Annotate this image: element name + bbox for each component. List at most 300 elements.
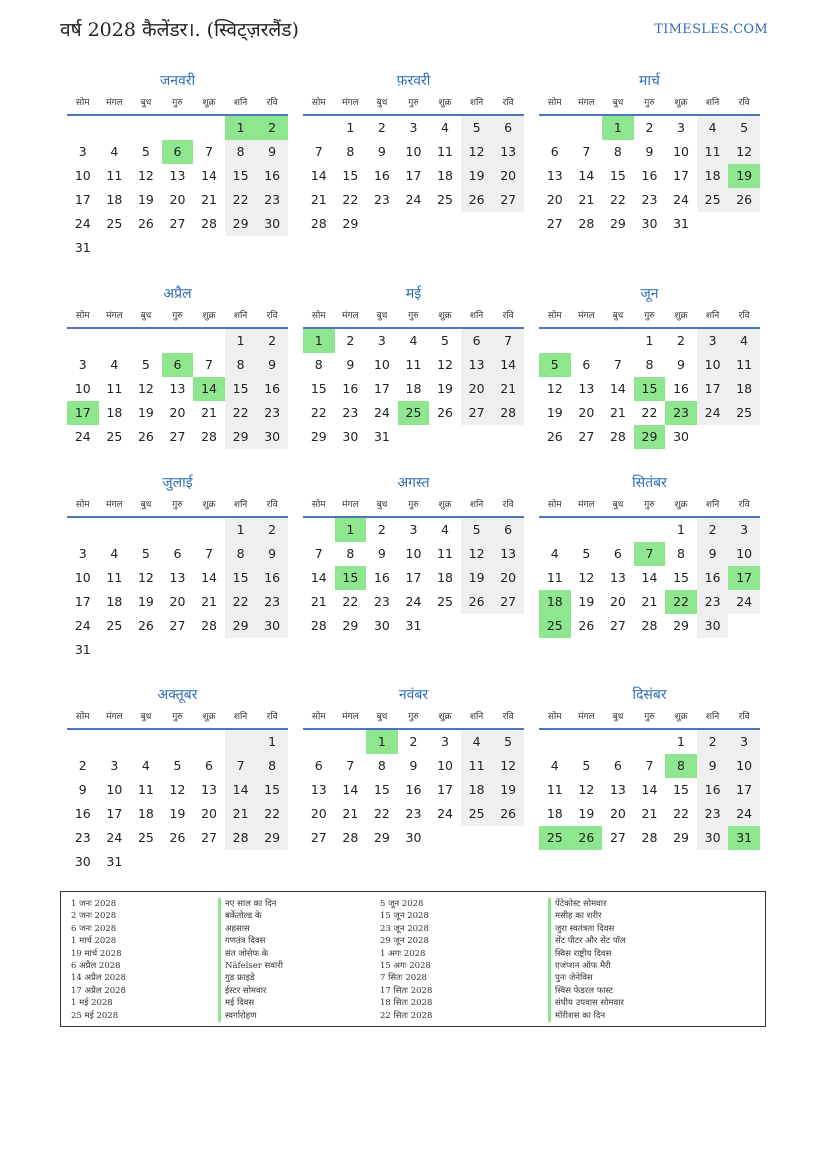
empty-cell [697,425,729,449]
month-block [67,472,288,662]
day-cell: 30 [256,425,288,449]
day-cell: 11 [546,570,563,585]
day-cell: 19 [169,806,186,821]
day-cell: 9 [256,353,288,377]
day-cell: 5 [461,518,493,542]
empty-cell [461,425,493,449]
empty-cell [303,518,335,542]
day-cell: 4 [550,546,559,561]
empty-cell [67,329,99,353]
day-cell: 15 [225,377,257,401]
week-row [303,329,524,353]
month-name: अप्रैल [163,286,192,302]
day-cell: 25 [106,618,123,633]
day-cell: 4 [110,546,119,561]
week-row [539,542,760,566]
day-cell: 31 [673,216,689,231]
day-cell: 1 [335,518,367,542]
weekday-label: शनि [469,311,484,321]
day-cell: 25 [461,802,493,826]
empty-cell [99,236,131,260]
day-cell: 10 [405,546,422,561]
week-row [67,353,288,377]
week-row [539,614,760,638]
weekday-label: शनि [233,712,248,722]
day-cell: 11 [106,570,123,585]
empty-cell [728,614,760,638]
day-cell: 18 [546,806,563,821]
holiday-dates-col-2 [380,898,432,1022]
empty-cell [728,425,760,449]
day-cell: 9 [409,758,418,773]
day-cell: 28 [201,429,217,444]
month-name: अगस्त [397,475,430,491]
day-cell: 7 [346,758,355,773]
holiday-date: 18 सितः 2028 [380,998,433,1009]
week-row [303,614,524,638]
week-row [539,566,760,590]
holiday-name: गुड फ्राइडे [218,972,283,984]
day-cell: 23 [697,802,729,826]
empty-cell [634,730,666,754]
day-cell: 5 [141,357,150,372]
day-cell: 3 [409,120,418,135]
day-cell: 4 [441,522,449,537]
day-cell: 8 [645,357,654,372]
day-cell: 29 [673,830,689,845]
empty-cell [256,236,288,260]
empty-cell [571,116,603,140]
empty-cell [67,730,99,754]
empty-cell [225,850,257,874]
day-cell: 25 [437,594,453,609]
day-cell: 27 [169,618,186,633]
day-cell: 12 [578,782,595,797]
weekday-label: मंगल [342,311,359,321]
site-brand[interactable]: TIMESLES.COM [654,22,768,37]
weekday-label: बुध [140,500,152,510]
day-cell: 20 [492,164,524,188]
weekday-label: गुरु [172,311,183,321]
day-cell: 1 [225,116,257,140]
day-cell: 21 [578,192,595,207]
day-cell: 8 [225,542,257,566]
weekday-label: शुक्र [202,500,216,510]
day-cell: 16 [405,782,422,797]
month-name: जनवरी [159,73,196,89]
empty-cell [67,116,99,140]
day-cell: 8 [225,353,257,377]
empty-cell [193,116,225,140]
day-cell: 17 [728,778,760,802]
day-cell: 23 [256,401,288,425]
week-row [303,140,524,164]
day-cell: 22 [373,806,390,821]
day-cell: 19 [137,594,154,609]
day-cell: 7 [645,758,654,773]
weekday-label: मंगल [578,311,595,321]
day-cell: 25 [728,401,760,425]
empty-cell [99,730,131,754]
week-row [539,353,760,377]
day-cell: 2 [256,329,288,353]
day-cell: 19 [492,778,524,802]
day-cell: 22 [665,590,697,614]
day-cell: 16 [342,381,359,396]
day-cell: 11 [697,140,729,164]
holiday-names-col-1 [218,898,283,1022]
day-cell: 7 [205,357,213,372]
day-cell: 21 [641,594,658,609]
empty-cell [303,116,335,140]
empty-cell [571,329,603,353]
day-cell: 12 [578,570,595,585]
day-cell: 18 [106,405,123,420]
weekday-label: गुरु [408,712,419,722]
week-row [67,826,288,850]
holiday-date: 1 मार्च 2028 [71,936,117,947]
day-cell: 26 [492,802,524,826]
day-cell: 4 [697,116,729,140]
weekday-header [539,494,760,518]
day-cell: 18 [106,192,123,207]
day-cell: 24 [728,802,760,826]
weekday-label: गुरु [644,311,655,321]
holiday-name: संत जोसेफ के [218,948,283,960]
day-cell: 4 [461,730,493,754]
day-cell: 24 [437,806,453,821]
day-cell: 21 [201,594,217,609]
day-cell: 20 [201,806,217,821]
day-cell: 15 [256,778,288,802]
day-cell: 12 [546,381,563,396]
week-row [303,188,524,212]
day-cell: 23 [256,590,288,614]
day-cell: 29 [342,216,359,231]
day-cell: 29 [225,212,257,236]
week-row [67,377,288,401]
week-row [303,212,524,236]
empty-cell [492,425,524,449]
day-cell: 6 [162,353,194,377]
day-cell: 10 [405,144,422,159]
day-cell: 24 [405,594,422,609]
holiday-date: 6 जनः 2028 [71,923,117,934]
empty-cell [571,518,603,542]
holiday-name: एजंप्शन ऑफ मैरी [548,960,626,972]
day-cell: 22 [225,401,257,425]
day-cell: 1 [256,730,288,754]
day-cell: 3 [728,730,760,754]
day-cell: 31 [74,240,91,255]
holiday-dates-col-1 [71,898,126,1022]
empty-cell [602,518,634,542]
empty-cell [492,826,524,850]
weekday-label: मंगल [342,500,359,510]
day-cell: 11 [728,353,760,377]
day-cell: 10 [74,168,91,183]
day-cell: 1 [602,116,634,140]
weekday-label: बुध [612,311,624,321]
day-cell: 18 [461,778,493,802]
weekday-label: रवि [502,311,514,321]
empty-cell [162,329,194,353]
day-cell: 19 [461,164,493,188]
day-cell: 13 [461,353,493,377]
week-row [67,329,288,353]
week-row [539,401,760,425]
week-row [539,116,760,140]
day-cell: 5 [582,758,591,773]
month-block [539,684,760,850]
week-row [539,518,760,542]
day-cell: 26 [137,618,154,633]
day-cell: 17 [437,782,453,797]
day-cell: 26 [728,188,760,212]
week-row [303,518,524,542]
day-cell: 28 [641,618,658,633]
day-cell: 11 [405,357,422,372]
day-cell: 23 [641,192,658,207]
day-cell: 29 [256,826,288,850]
day-cell: 29 [373,830,390,845]
week-row [539,212,760,236]
day-cell: 7 [613,357,622,372]
day-cell: 15 [673,782,689,797]
day-cell: 6 [205,758,213,773]
empty-cell [429,212,461,236]
empty-cell [539,518,571,542]
day-cell: 11 [461,754,493,778]
day-cell: 7 [225,754,257,778]
holiday-date: 1 मई 2028 [71,998,113,1009]
weekday-label: बुध [140,712,152,722]
day-cell: 10 [728,754,760,778]
day-cell: 24 [74,216,91,231]
day-cell: 31 [74,642,91,657]
holiday-date: 7 सितः 2028 [380,973,427,984]
day-cell: 24 [106,830,123,845]
day-cell: 30 [641,216,658,231]
day-cell: 13 [578,381,595,396]
day-cell: 5 [582,546,591,561]
day-cell: 15 [310,381,327,396]
weekday-header [67,706,288,730]
empty-cell [366,212,398,236]
day-cell: 27 [546,216,563,231]
week-row [539,329,760,353]
day-cell: 24 [673,192,689,207]
weekday-label: शनि [705,712,720,722]
day-cell: 27 [609,618,626,633]
weekday-header [303,305,524,329]
day-cell: 8 [377,758,386,773]
weekday-label: मंगल [578,98,595,108]
day-cell: 28 [225,826,257,850]
month-block [303,70,524,236]
day-cell: 28 [641,830,658,845]
day-cell: 10 [74,381,91,396]
week-row [539,826,760,850]
weekday-header [539,305,760,329]
day-cell: 16 [697,566,729,590]
weekday-label: सोम [547,500,562,510]
holiday-name: मॉरीशस का दिन [548,1010,626,1022]
empty-cell [67,518,99,542]
day-cell: 13 [546,168,563,183]
day-cell: 21 [492,377,524,401]
weekday-header [67,92,288,116]
day-cell: 16 [373,570,390,585]
month-block [539,472,760,638]
day-cell: 16 [673,381,689,396]
day-cell: 30 [697,614,729,638]
empty-cell [461,614,493,638]
weekday-label: मंगल [578,500,595,510]
weekday-label: बुध [376,500,388,510]
weekday-label: शुक्र [438,712,452,722]
day-cell: 6 [582,357,591,372]
day-cell: 3 [78,357,87,372]
day-cell: 25 [539,826,571,850]
weekday-label: शुक्र [438,311,452,321]
day-cell: 4 [441,120,449,135]
week-row [67,638,288,662]
week-row [303,353,524,377]
day-cell: 20 [310,806,327,821]
weekday-label: रवि [738,98,750,108]
weekday-label: सोम [547,712,562,722]
day-cell: 12 [461,140,493,164]
day-cell: 19 [546,405,563,420]
day-cell: 27 [609,830,626,845]
empty-cell [571,730,603,754]
weekday-label: सोम [311,311,326,321]
day-cell: 2 [697,730,729,754]
day-cell: 10 [437,758,453,773]
day-cell: 8 [613,144,622,159]
day-cell: 16 [641,168,658,183]
day-cell: 1 [303,329,335,353]
day-cell: 6 [162,140,194,164]
day-cell: 4 [409,333,418,348]
weekday-label: गुरु [172,712,183,722]
day-cell: 11 [106,381,123,396]
day-cell: 8 [256,754,288,778]
day-cell: 6 [314,758,323,773]
week-row [67,212,288,236]
day-cell: 2 [377,522,386,537]
day-cell: 14 [342,782,359,797]
holiday-date: 1 अगः 2028 [380,948,426,959]
day-cell: 18 [539,590,571,614]
week-row [67,425,288,449]
day-cell: 2 [346,333,355,348]
day-cell: 24 [373,405,390,420]
day-cell: 20 [169,192,186,207]
holiday-name: बर्केतोल्ड के [218,910,283,922]
weekday-label: बुध [612,500,624,510]
day-cell: 30 [405,830,422,845]
weekday-label: शनि [233,311,248,321]
weekday-label: रवि [738,712,750,722]
empty-cell [429,425,461,449]
day-cell: 12 [728,140,760,164]
day-cell: 6 [550,144,559,159]
day-cell: 24 [405,192,422,207]
day-cell: 11 [437,144,453,159]
day-cell: 24 [74,618,91,633]
empty-cell [130,850,162,874]
day-cell: 9 [78,782,87,797]
week-row [539,425,760,449]
weekday-label: रवि [502,98,514,108]
day-cell: 18 [728,377,760,401]
empty-cell [492,212,524,236]
weekday-label: शुक्र [438,98,452,108]
empty-cell [193,850,225,874]
day-cell: 17 [728,566,760,590]
weekday-label: रवि [502,712,514,722]
day-cell: 14 [310,168,327,183]
day-cell: 5 [441,333,449,348]
day-cell: 27 [169,216,186,231]
day-cell: 28 [578,216,595,231]
day-cell: 14 [641,570,658,585]
day-cell: 2 [78,758,87,773]
day-cell: 6 [492,518,524,542]
week-row [67,850,288,874]
weekday-label: बुध [376,98,388,108]
day-cell: 10 [106,782,123,797]
weekday-label: सोम [75,311,90,321]
holiday-name: सेंट पीटर और सेंट पॉल [548,935,626,947]
day-cell: 6 [173,546,182,561]
day-cell: 19 [578,806,595,821]
holiday-date: 6 अप्रैल 2028 [71,960,121,971]
day-cell: 27 [310,830,327,845]
weekday-label: शनि [705,311,720,321]
empty-cell [697,212,729,236]
day-cell: 5 [461,116,493,140]
empty-cell [225,236,257,260]
day-cell: 14 [492,353,524,377]
day-cell: 19 [437,381,453,396]
day-cell: 30 [256,614,288,638]
day-cell: 27 [461,401,493,425]
day-cell: 25 [437,192,453,207]
weekday-label: शनि [705,98,720,108]
empty-cell [99,116,131,140]
day-cell: 22 [342,192,359,207]
weekday-label: गुरु [644,98,655,108]
day-cell: 10 [673,144,689,159]
empty-cell [225,638,257,662]
day-cell: 26 [571,826,603,850]
weekday-label: मंगल [106,712,123,722]
week-row [67,614,288,638]
holiday-date: 2 जनः 2028 [71,911,117,922]
day-cell: 23 [74,830,91,845]
day-cell: 18 [405,381,422,396]
day-cell: 3 [377,333,386,348]
weekday-header [539,706,760,730]
holiday-date: 23 जून 2028 [380,923,429,934]
month-block [67,283,288,449]
month-name: अक्तूबर [157,687,198,703]
week-row [539,164,760,188]
day-cell: 2 [697,518,729,542]
